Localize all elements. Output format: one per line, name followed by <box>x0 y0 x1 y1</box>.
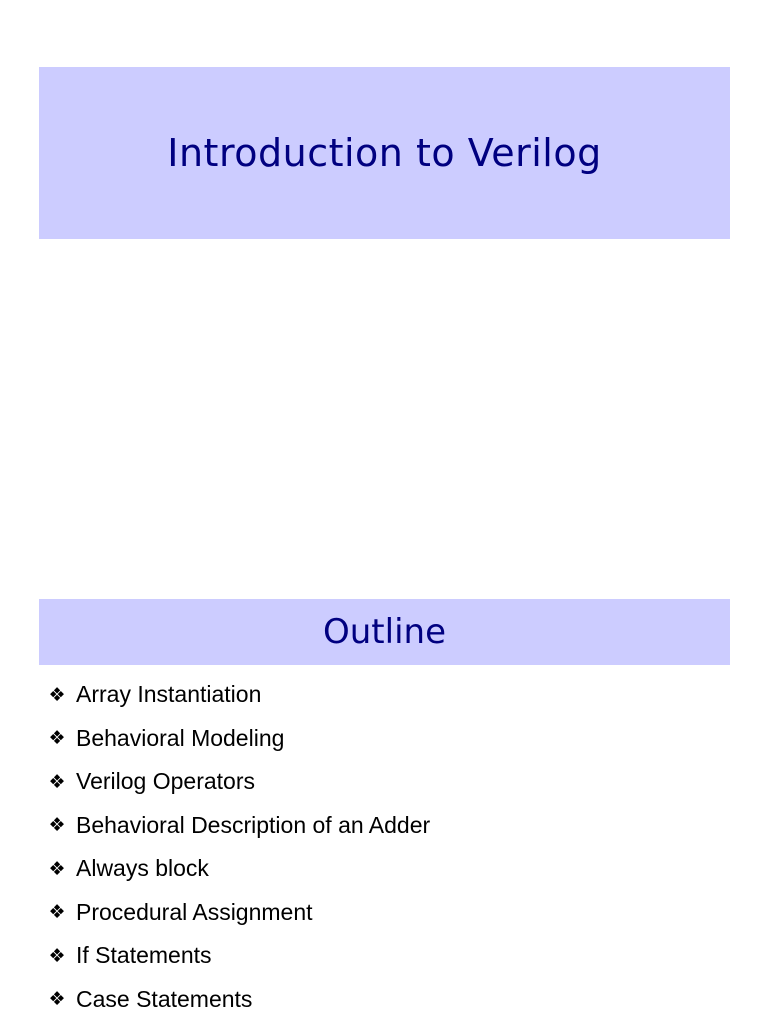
four-diamond-bullet-icon: ❖ <box>48 770 66 793</box>
list-item-label: Always block <box>76 855 209 882</box>
list-item-label: Verilog Operators <box>76 768 255 795</box>
list-item <box>47 847 430 891</box>
four-diamond-bullet-icon: ❖ <box>48 857 66 880</box>
list-item-label: Case Statements <box>76 985 253 1012</box>
list-item-label: Behavioral Description of an Adder <box>76 811 431 838</box>
list-item-label: Array Instantiation <box>76 681 262 708</box>
list-item <box>47 717 430 761</box>
list-item-label: If Statements <box>76 942 212 969</box>
list-item <box>47 760 430 804</box>
four-diamond-bullet-icon: ❖ <box>48 901 66 924</box>
title-banner <box>39 67 730 239</box>
outline-title: Outline <box>322 612 446 652</box>
outline-banner <box>39 599 730 665</box>
outline-list <box>47 673 430 1021</box>
slide-title: Introduction to Verilog <box>167 131 602 175</box>
list-item <box>47 891 430 935</box>
list-item-label: Behavioral Modeling <box>76 724 285 751</box>
four-diamond-bullet-icon: ❖ <box>48 814 66 837</box>
list-item <box>47 673 430 717</box>
four-diamond-bullet-icon: ❖ <box>48 944 66 967</box>
list-item <box>47 934 430 978</box>
four-diamond-bullet-icon: ❖ <box>48 727 66 750</box>
four-diamond-bullet-icon: ❖ <box>48 988 66 1011</box>
four-diamond-bullet-icon: ❖ <box>48 683 66 706</box>
list-item <box>47 978 430 1022</box>
list-item <box>47 804 430 848</box>
list-item-label: Procedural Assignment <box>76 898 313 925</box>
